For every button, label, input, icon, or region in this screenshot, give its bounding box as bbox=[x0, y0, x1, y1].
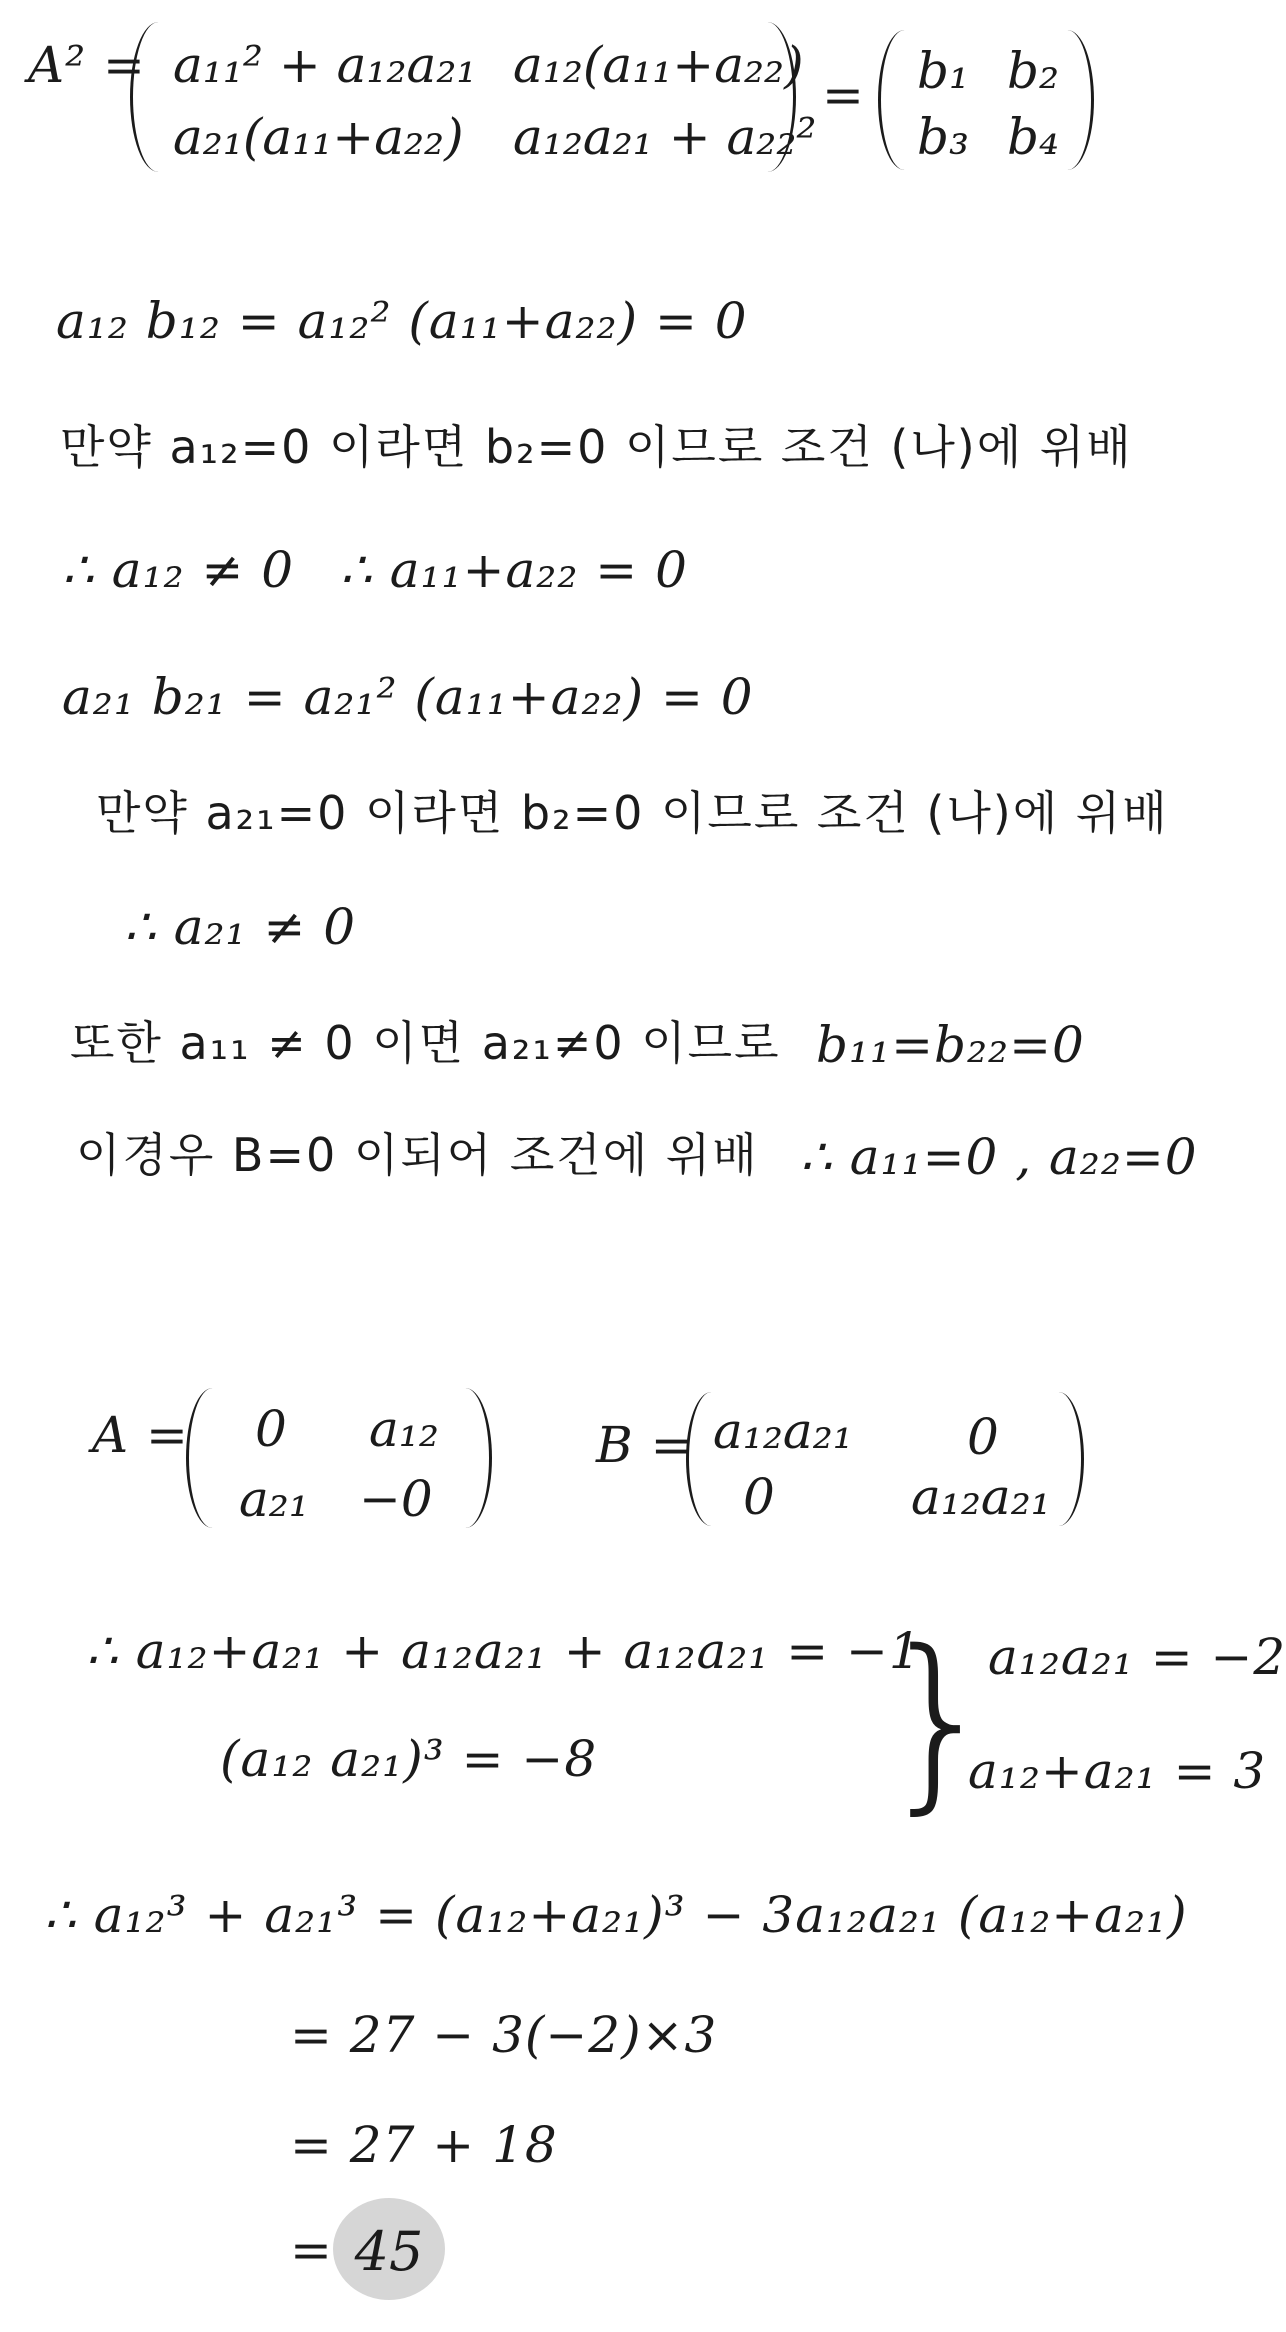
final-identity: ∴ a₁₂³ + a₂₁³ = (a₁₂+a₂₁)³ − 3a₁₂a₂₁ (a₁₂+a₂₁) bbox=[44, 1886, 1188, 1944]
matrix-a-c22: −0 bbox=[359, 1470, 433, 1528]
line-a12-nonzero: ∴ a₁₂ ≠ 0 bbox=[62, 541, 295, 599]
matrix-a-c11: 0 bbox=[255, 1400, 287, 1458]
b-matrix bbox=[878, 30, 1094, 170]
a-squared-matrix bbox=[130, 22, 817, 172]
cube-equation: (a₁₂ a₂₁)³ = −8 bbox=[220, 1730, 598, 1788]
final-answer: 45 bbox=[354, 2220, 424, 2283]
line-b-zero-violation: 이경우 B=0 이되어 조건에 위배 bbox=[76, 1128, 759, 1182]
line-if-a12-zero: 만약 a₁₂=0 이라면 b₂=0 이므로 조건 (나)에 위배 bbox=[60, 420, 1133, 474]
final-step-2: = 27 + 18 bbox=[290, 2116, 558, 2174]
line-a21-nonzero: ∴ a₂₁ ≠ 0 bbox=[124, 898, 357, 956]
b-matrix-c11: b₁ bbox=[917, 42, 970, 100]
matrix-b-c12: 0 bbox=[967, 1408, 999, 1466]
matrix-a bbox=[186, 1388, 492, 1528]
matrix-a-label: A = bbox=[92, 1406, 189, 1464]
product-result: a₁₂a₂₁ = −2 bbox=[988, 1628, 1286, 1686]
line-a21-b21: a₂₁ b₂₁ = a₂₁² (a₁₁+a₂₂) = 0 bbox=[62, 668, 754, 726]
matrix-a-c12: a₁₂ bbox=[369, 1400, 439, 1458]
final-step-1: = 27 − 3(−2)×3 bbox=[290, 2006, 718, 2064]
sum-result: a₁₂+a₂₁ = 3 bbox=[968, 1742, 1267, 1800]
b-matrix-c21: b₃ bbox=[917, 108, 970, 166]
b-matrix-c22: b₄ bbox=[1007, 108, 1060, 166]
line-a11-a22-zero: ∴ a₁₁=0 , a₂₂=0 bbox=[800, 1128, 1198, 1186]
line-b11-b22-zero: b₁₁=b₂₂=0 bbox=[816, 1016, 1085, 1074]
matrix-b-label: B = bbox=[596, 1416, 694, 1474]
line-if-a21-zero: 만약 a₂₁=0 이라면 b₂=0 이므로 조건 (나)에 위배 bbox=[96, 786, 1169, 840]
matrix-b bbox=[686, 1392, 1084, 1526]
a-squared-c21: a₂₁(a₁₁+a₂₂) bbox=[173, 108, 464, 166]
b-matrix-c12: b₂ bbox=[1007, 42, 1060, 100]
system-brace: } bbox=[878, 1610, 999, 1831]
line-also-a11-nonzero: 또한 a₁₁ ≠ 0 이면 a₂₁≠0 이므로 bbox=[70, 1016, 781, 1070]
a-squared-c11: a₁₁² + a₁₂a₂₁ bbox=[173, 36, 477, 94]
matrix-b-c11: a₁₂a₂₁ bbox=[713, 1402, 853, 1460]
matrix-b-c21: 0 bbox=[743, 1468, 775, 1526]
a-squared-c12: a₁₂(a₁₁+a₂₂) bbox=[513, 36, 804, 94]
matrix-a-c21: a₂₁ bbox=[239, 1470, 309, 1528]
equals-sign: = bbox=[822, 66, 865, 124]
a-squared-c22: a₁₂a₂₁ + a₂₂² bbox=[513, 108, 817, 166]
line-a12-b12: a₁₂ b₁₂ = a₁₂² (a₁₁+a₂₂) = 0 bbox=[56, 292, 748, 350]
final-step-3-equals: = bbox=[290, 2221, 333, 2279]
line-trace-zero: ∴ a₁₁+a₂₂ = 0 bbox=[340, 541, 688, 599]
sum-equation: ∴ a₁₂+a₂₁ + a₁₂a₂₁ + a₁₂a₂₁ = −1 bbox=[86, 1622, 922, 1680]
a-squared-label: A² = bbox=[28, 36, 146, 94]
matrix-b-c22: a₁₂a₂₁ bbox=[911, 1468, 1051, 1526]
